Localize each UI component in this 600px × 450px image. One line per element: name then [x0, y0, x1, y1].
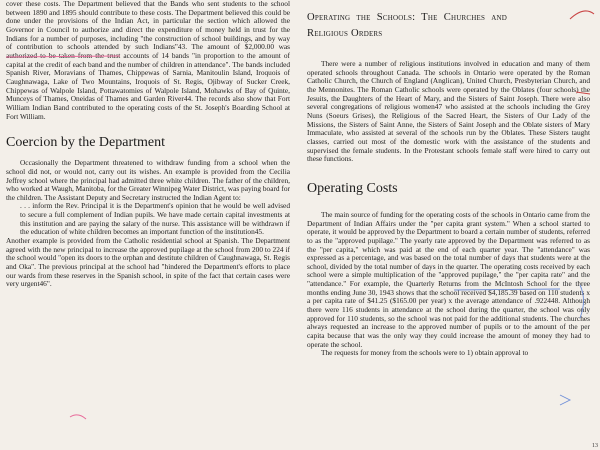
- coercion-heading: Coercion by the Department: [6, 135, 166, 151]
- block-quote: . . . inform the Rev. Principal it is the Department's opinion that he would be well advised to secure a full complement of Indian pupils. We have made certain capital investments at this institution and are paying the salary of the nurse. This assistance will be withdrawn if the education of white children becomes an important function of the institution45.: [20, 201, 290, 237]
- right-paragraph-3: The requests for money from the schools were to 1) obtain approval to: [321, 348, 529, 358]
- left-paragraph-1: cover these costs. The Department believed that the Bands who sent students to the school between 1890 and 1895 should contribute to these costs. The Department believed this could be done under the provisions of the Indian Act, in particular the section which allowed the Governor in Council to authorize and direct the expenditure of money held in trust for the Indians for a number of purposes, including "the construction of school buildings, and by way of contribution to schools attended by such Indians"43. The amount of $2,000.00 was authorized to be taken from the trust accounts of 14 bands "in proportion to the amount of capital at the credit of each band and the number of children in attendance". The bands included Spanish River, Moravians of Thames, Chippewas of Sarnia, Manitoulin Island, Iroquois of Caughnawaga, Lake of Two Mountains, Iroquois of St. Regis, Ojibway of Sucker Creek, Chippewas of Walpole Island, Pottawatomies of Walpole Island, Mohawks of Bay of Quinte, Munceys of Thames, Oneidas of Thames and Garden River44. The records also show that Fort William Indian Band contributed to the operating costs of the St. Joseph's Boarding School at Fort William.: [6, 0, 290, 121]
- left-paragraph-2: Occasionally the Department threatened to withdraw funding from a school when the school did not, or would not, carry out its wishes. An example is provided from the Cecilia Jeffrey school where the principal had admitted three white children. The father of the children, who worked at Waugh, Manitoba, for the Greater Winnipeg Water District, was paying board for the children. The Assistant Deputy and Secretary instructed the Indian Agent to:: [6, 158, 290, 202]
- left-paragraph-3: Another example is provided from the Catholic residential school at Spanish. The Department agreed with the new principal to increase the approved pupilage at the school from 200 to 224 if the school would "open its doors to the orphan and destitute children of Caughnawaga, St. Regis and Oka". The previous principal at the school had "hindered the Department's efforts to place our wards from these reserves in the Spanish school, in spite of the fact that certain cases were very urgent46".: [6, 236, 290, 289]
- left-column: [6, 0, 290, 289]
- page-number: 13: [592, 443, 598, 449]
- pink-check-mark: [70, 415, 86, 419]
- churches-orders-heading: Operating the Schools: The Churches and Religious Orders: [307, 12, 507, 39]
- blue-arrow-icon: [560, 395, 570, 405]
- right-paragraph-2: The main source of funding for the operating costs of the schools in Ontario came from the Department of Indian Affairs under the "per capita grant system." When a school started to operate, it would be approved by the Department to board a certain number of students, referred to as the "approved pupilage." The yearly rate approved by the Department was referred to as the "per capita," which was paid at the end of each quarter year. The "attendance" was expressed as a percentage, and was based on the total number of days that students were at the school, divided by the total number of days in the quarter. The operating costs received by each school were a simple multiplication of the "approved pupilage," the "per capita rate" and the "attendance." For example, the Quarterly Returns from the McIntosh School for the three months ending June 30, 1943 shows that the school received $4,185.39 based on 110 students x a per capita rate of $41.25 ($165.00 per year) x the average attendance of .922448. Although there were 116 students in attendance at the school during the quarter, the school was only approved for 110 students, so the school was not paid for the additional students. The churches always requested an increase to the approved number of pupils or to the amount of the per capita because that was the only way they could increase the amount of money they had to operate the school.: [307, 209, 590, 349]
- right-paragraph-1: There were a number of religious institutions involved in education and many of them operated schools throughout Canada. The schools in Ontario were operated by the Roman Catholic Church, the Church of England (Anglican), United Church, Presbyterian Church, and the Mennonites. The Roman Catholic schools were operated by the Oblates (four schools) the Jesuits, the Daughters of the Heart of Mary, and the Sisters of Saint Joseph. There were also several congregations of religious women47 who assisted at the schools including the Grey Nuns (Soeurs Grises), the Religious of the Sacred Heart, the Sisters of Our Lady of the Missions, the Sisters of Saint Anne, the Sisters of Saint Joseph and the Oblate sisters of Mary Immaculate, who assisted at several of the schools run by the Oblates. These Sisters taught classes, carried out most of the domestic work with the assistance of the students and supervised the female students. In the Protestant schools female staff were hired to carry out these functions.: [307, 59, 590, 164]
- operating-costs-heading: Operating Costs: [307, 180, 398, 196]
- right-column: [307, 0, 590, 358]
